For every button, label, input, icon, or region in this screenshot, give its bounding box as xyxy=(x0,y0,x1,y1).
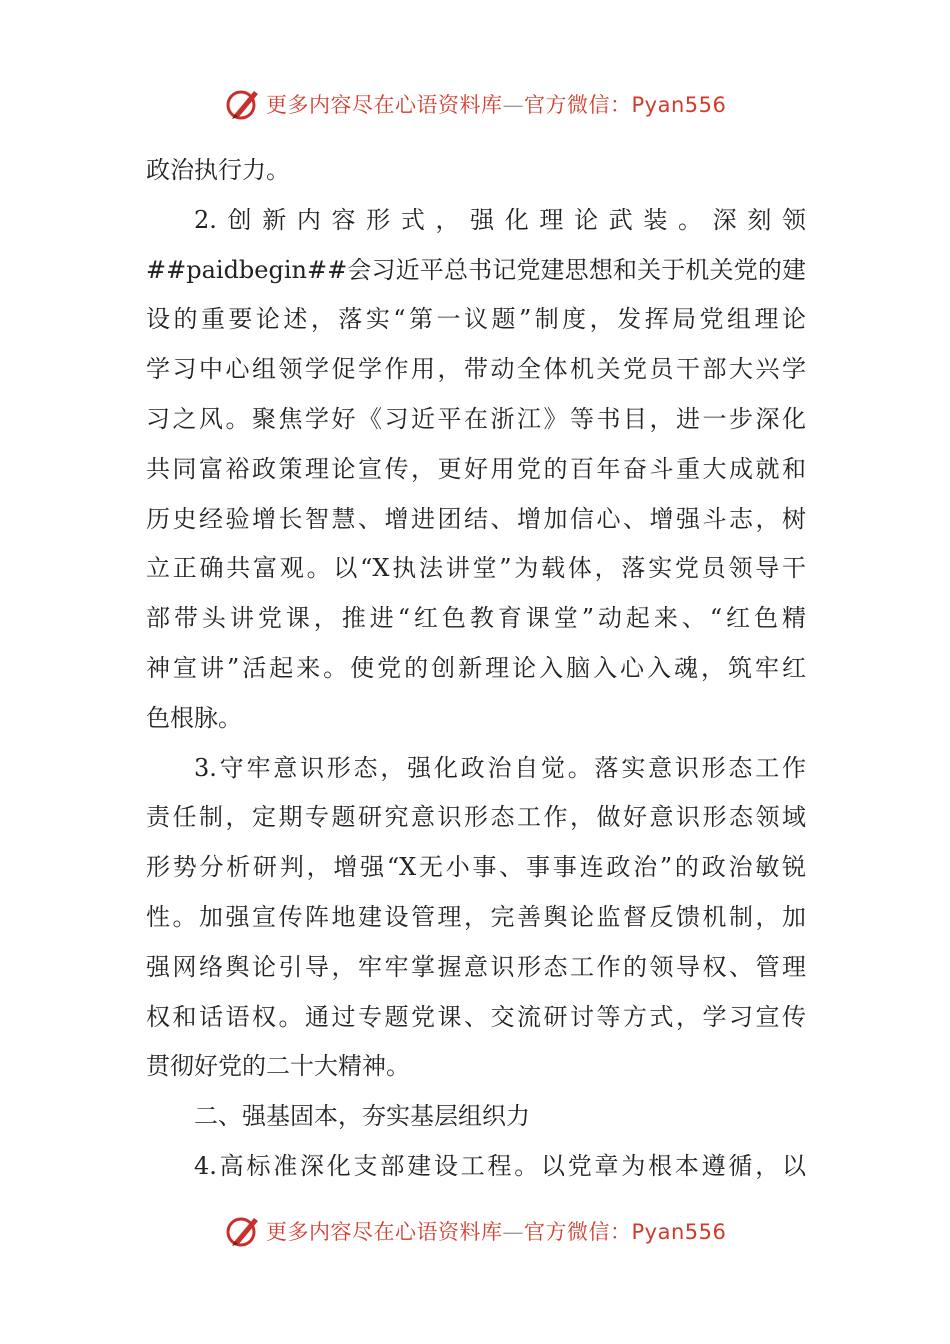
text-line: 学习中心组领学促学作用，带动全体机关党员干部大兴学 xyxy=(146,355,806,384)
text-line: 强网络舆论引导，牢牢掌握意识形态工作的领导权、管理 xyxy=(146,952,806,981)
text-line: 责任制，定期专题研究意识形态工作，做好意识形态领域 xyxy=(146,803,806,832)
watermark-text: 更多内容尽在心语资料库—官方微信：Pyan556 xyxy=(266,93,727,117)
text-line: 历史经验增长智慧、增进团结、增加信心、增强斗志，树 xyxy=(146,504,806,533)
text-line: 部带头讲党课，推进“红色教育课堂”动起来、“红色精 xyxy=(146,604,806,633)
pen-logo-icon xyxy=(224,1212,262,1250)
text-line: 4.高标准深化支部建设工程。以党章为根本遵循，以 xyxy=(194,1151,806,1180)
text-line: ##paidbegin##会习近平总书记党建思想和关于机关党的建 xyxy=(146,255,806,284)
text-line: 设的重要论述，落实“第一议题”制度，发挥局党组理论 xyxy=(146,305,806,334)
text-line: 权和话语权。通过专题党课、交流研讨等方式，学习宣传 xyxy=(146,1002,806,1031)
text-line: 立正确共富观。以“X执法讲堂”为载体，落实党员领导干 xyxy=(146,554,806,583)
text-line: 政治执行力。 xyxy=(146,156,290,184)
text-line: 习之风。聚焦学好《习近平在浙江》等书目，进一步深化 xyxy=(146,404,806,433)
section-heading: 二、强基固本，夯实基层组织力 xyxy=(194,1102,530,1131)
watermark-text: 更多内容尽在心语资料库—官方微信：Pyan556 xyxy=(266,1220,727,1244)
text-line: 色根脉。 xyxy=(146,703,242,732)
text-line: 3.守牢意识形态，强化政治自觉。落实意识形态工作 xyxy=(194,753,806,782)
document-body xyxy=(146,146,806,1192)
text-line: 2.创新内容形式，强化理论武装。深刻领 xyxy=(194,205,806,234)
footer-watermark xyxy=(224,1211,726,1251)
text-line: 性。加强宣传阵地建设管理，完善舆论监督反馈机制，加 xyxy=(146,902,806,931)
text-line: 贯彻好党的二十大精神。 xyxy=(146,1052,410,1081)
text-line: 神宣讲”活起来。使党的创新理论入脑入心入魂，筑牢红 xyxy=(146,653,806,682)
text-line: 共同富裕政策理论宣传，更好用党的百年奋斗重大成就和 xyxy=(146,454,806,483)
pen-logo-icon xyxy=(224,85,262,123)
header-watermark xyxy=(224,84,726,124)
text-line: 形势分析研判，增强“X无小事、事事连政治”的政治敏锐 xyxy=(146,853,806,882)
